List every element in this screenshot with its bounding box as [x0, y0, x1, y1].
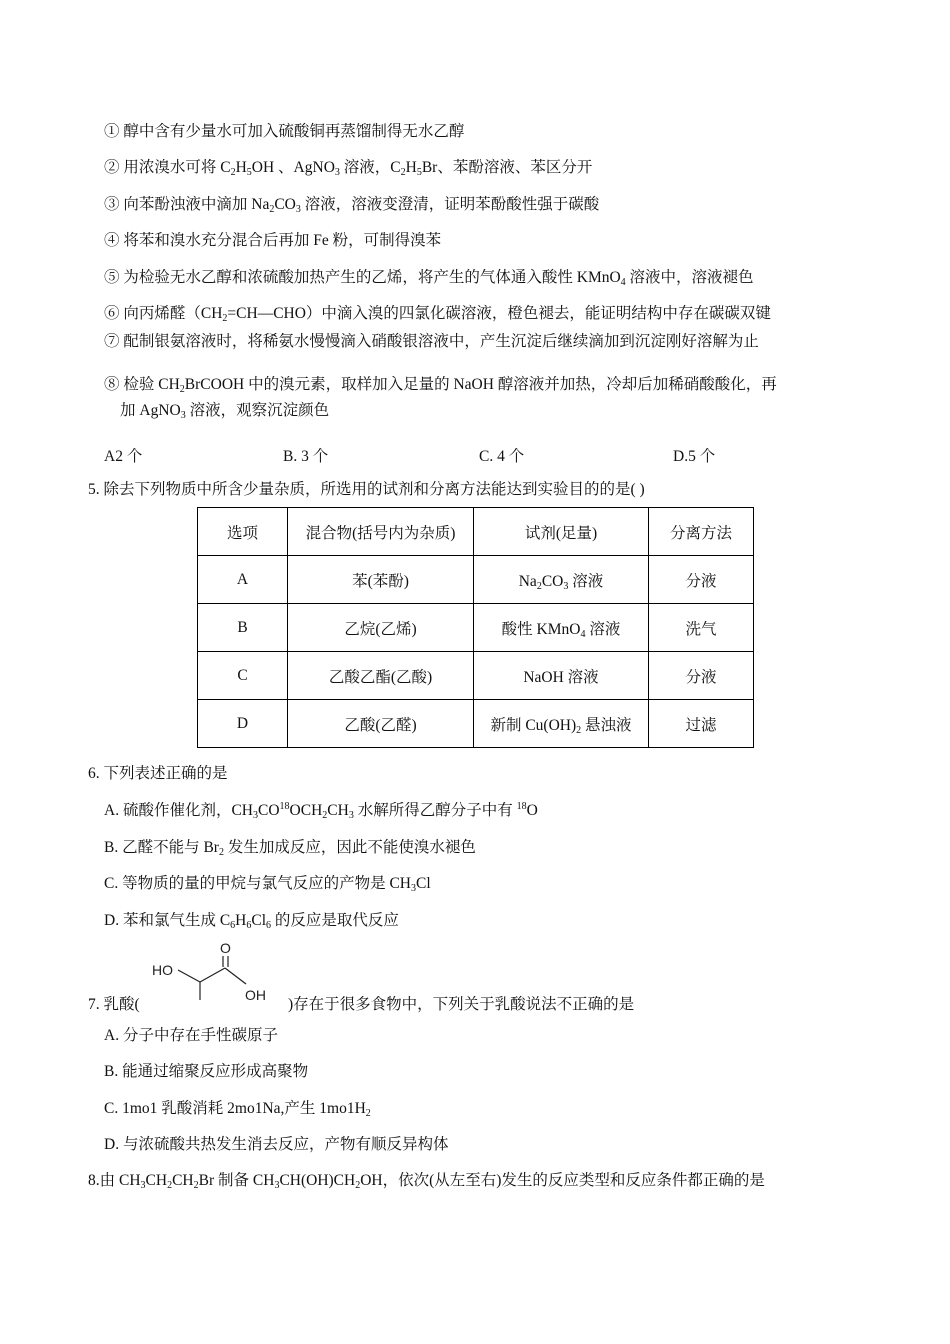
cell-reagent: $Na_2CO_3$ 溶液 — [474, 556, 649, 604]
choice-c: C. 4 个 — [479, 448, 525, 465]
q7-option-a: A. 分子中存在手性碳原子 — [104, 1027, 278, 1044]
cell-reagent: 新制 $Cu(OH)_2$ 悬浊液 — [474, 700, 649, 748]
cell-reagent: NaOH 溶液 — [474, 652, 649, 700]
table-row — [198, 556, 754, 604]
table-row — [198, 652, 754, 700]
choice-a: A2 个 — [104, 448, 143, 465]
statement-5: ⑤ 为检验无水乙醇和浓硫酸加热产生的乙烯，将产生的气体通入酸性 KMnO$_4$ 溶液中，溶液褪色 — [104, 269, 754, 288]
choice-b: B. 3 个 — [283, 448, 329, 465]
cell-method: 过滤 — [649, 700, 754, 748]
table-row — [198, 700, 754, 748]
q6-option-b: B. 乙醛不能与 $Br_2$ 发生加成反应，因此不能使溴水褪色 — [104, 839, 476, 858]
mol-ho-label: HO — [152, 962, 173, 978]
cell-method: 分液 — [649, 652, 754, 700]
q7-option-c: C. 1mo1 乳酸消耗 2mo1Na,产生 $1mo1H_2$ — [104, 1100, 371, 1119]
lactic-acid-structure — [150, 940, 266, 1004]
q6-option-a: A. 硫酸作催化剂，$CH_3CO^{18}OCH_2CH_3$ 水解所得乙醇分子中有 $^{18}$O — [104, 801, 538, 821]
options-table — [197, 507, 754, 748]
table-row — [198, 604, 754, 652]
q6-option-d: D. 苯和氯气生成 $C_6H_6Cl_6$ 的反应是取代反应 — [104, 912, 399, 931]
cell-method: 分液 — [649, 556, 754, 604]
mol-o-label: O — [220, 940, 231, 956]
cell-option: A — [198, 556, 288, 604]
question-7-stem-end: )存在于很多食物中，下列关于乳酸说法不正确的是 — [288, 996, 635, 1013]
statement-8-cont: 加 AgNO$_3$ 溶液，观察沉淀颜色 — [120, 402, 330, 421]
question-8-stem: 8.由 $CH_3CH_2CH_2Br$ 制备 $CH_3CH(OH)CH_2OH$，依次(从左至右)发生的反应类型和反应条件都正确的是 — [88, 1172, 765, 1191]
bond-c-c — [200, 968, 225, 982]
statement-7: ⑦ 配制银氨溶液时，将稀氨水慢慢滴入硝酸银溶液中，产生沉淀后继续滴加到沉淀刚好溶解为止 — [104, 333, 759, 350]
question-7-stem-start: 7. 乳酸( — [88, 996, 140, 1013]
statement-6: ⑥ 向丙烯醛$(CH_2=CH—CHO)$中滴入溴的四氯化碳溶液，橙色褪去，能证明结构中存在碳碳双键 — [104, 305, 771, 324]
cell-mixture: 乙酸乙酯(乙酸) — [288, 652, 474, 700]
q7-option-b: B. 能通过缩聚反应形成高聚物 — [104, 1063, 309, 1080]
bond-ho-c — [178, 970, 200, 982]
q6-option-c: C. 等物质的量的甲烷与氯气反应的产物是 $CH_3Cl$ — [104, 875, 431, 894]
statement-2: ② 用浓溴水可将 $C_2H_5OH$ 、AgNO$_3$ 溶液，$C_2H_5Br$、苯酚溶液、苯区分开 — [104, 159, 593, 178]
q7-option-d: D. 与浓硫酸共热发生消去反应，产物有顺反异构体 — [104, 1136, 449, 1153]
cell-option: B — [198, 604, 288, 652]
statement-3: ③ 向苯酚浊液中滴加 $Na_2CO_3$ 溶液，溶液变澄清，证明苯酚酸性强于碳酸 — [104, 196, 600, 215]
cell-mixture: 乙烷(乙烯) — [288, 604, 474, 652]
statement-1: ① 醇中含有少量水可加入硫酸铜再蒸馏制得无水乙醇 — [104, 123, 465, 140]
table-header-row — [198, 508, 754, 556]
cell-option: C — [198, 652, 288, 700]
header-mixture: 混合物(括号内为杂质) — [288, 508, 474, 556]
cell-reagent: 酸性 KMnO$_4$ 溶液 — [474, 604, 649, 652]
question-5-stem: 5. 除去下列物质中所含少量杂质，所选用的试剂和分离方法能达到实验目的的是( ) — [88, 481, 645, 498]
question-6-stem: 6. 下列表述正确的是 — [88, 765, 228, 782]
header-method: 分离方法 — [649, 508, 754, 556]
header-reagent: 试剂(足量) — [474, 508, 649, 556]
cell-mixture: 乙酸(乙醛) — [288, 700, 474, 748]
cell-option: D — [198, 700, 288, 748]
bond-c-oh — [225, 968, 246, 984]
cell-mixture: 苯(苯酚) — [288, 556, 474, 604]
statement-4: ④ 将苯和溴水充分混合后再加 Fe 粉，可制得溴苯 — [104, 232, 442, 249]
statement-8: ⑧ 检验 $CH_2BrCOOH$ 中的溴元素，取样加入足量的 NaOH 醇溶液并加热，冷却后加稀硝酸酸化，再 — [104, 376, 777, 395]
cell-method: 洗气 — [649, 604, 754, 652]
header-option: 选项 — [198, 508, 288, 556]
choice-d: D.5 个 — [673, 448, 716, 465]
mol-oh-label: OH — [245, 987, 266, 1003]
